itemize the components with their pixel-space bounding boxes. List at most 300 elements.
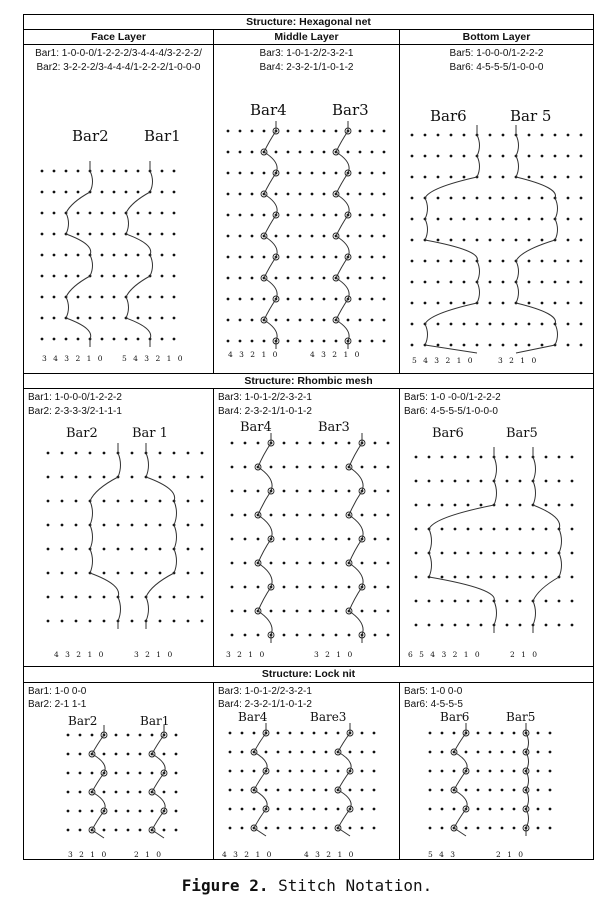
needle-point (231, 586, 234, 589)
needle-point (231, 514, 234, 517)
needle-point (541, 176, 544, 179)
needle-point (580, 239, 583, 242)
notation-cell (24, 389, 214, 667)
needle-point (67, 828, 70, 831)
needle-point (567, 344, 570, 347)
needle-point (429, 826, 432, 829)
needle-point (137, 170, 140, 173)
needle-point (506, 600, 509, 603)
needle-point (283, 442, 286, 445)
needle-point (287, 151, 290, 154)
needle-point (47, 620, 50, 623)
needle-point (454, 528, 457, 531)
needle-point (53, 317, 56, 320)
needle-point (348, 538, 351, 541)
needle-point (477, 788, 480, 791)
needle-point (115, 733, 118, 736)
needle-point (359, 256, 362, 259)
needle-point (489, 807, 492, 810)
needle-point (41, 170, 44, 173)
needle-point (463, 281, 466, 284)
needle-point (519, 504, 522, 507)
needle-point (335, 466, 338, 469)
needle-point (159, 548, 162, 551)
needle-point (489, 176, 492, 179)
needle-point (173, 233, 176, 236)
needle-point (161, 212, 164, 215)
needle-point (161, 254, 164, 257)
needle-point (467, 480, 470, 483)
notation-cell (24, 682, 214, 859)
needle-point (131, 596, 134, 599)
needle-point (299, 256, 302, 259)
needle-point (201, 596, 204, 599)
needle-point (67, 790, 70, 793)
needle-point (467, 504, 470, 507)
needle-point (265, 750, 268, 753)
needle-point (79, 733, 82, 736)
needle-point (335, 514, 338, 517)
needle-point (287, 277, 290, 280)
needle-point (424, 260, 427, 263)
notation-text (400, 683, 593, 712)
needle-point (335, 214, 338, 217)
needle-point (322, 610, 325, 613)
needle-point (309, 538, 312, 541)
needle-point (239, 130, 242, 133)
needle-point (53, 254, 56, 257)
section-title: Structure: Lock nit (24, 667, 594, 682)
bar-notation-line: Bar1: 1-0 0-0 (28, 685, 87, 697)
needle-point (296, 538, 299, 541)
needle-point (502, 155, 505, 158)
bar-notation-line: Bar2: 3-2-2-2/3-4-4-4/1-2-2-2/1-0-0-0 (36, 61, 201, 73)
needle-point (251, 277, 254, 280)
needle-point (322, 490, 325, 493)
needle-point (348, 490, 351, 493)
needle-point (79, 828, 82, 831)
needle-point (275, 277, 278, 280)
needle-point (371, 256, 374, 259)
needle-point (411, 260, 414, 263)
needle-point (387, 490, 390, 493)
needle-point (424, 302, 427, 305)
needle-point (450, 176, 453, 179)
needle-point (454, 552, 457, 555)
needle-point (159, 524, 162, 527)
needle-point (411, 344, 414, 347)
needle-point (229, 826, 232, 829)
needle-point (251, 172, 254, 175)
needle-point (411, 239, 414, 242)
needle-point (506, 504, 509, 507)
needle-point (227, 214, 230, 217)
needle-point (103, 596, 106, 599)
needle-point (489, 302, 492, 305)
needle-point (383, 130, 386, 133)
needle-point (383, 235, 386, 238)
needle-point (263, 130, 266, 133)
needle-point (450, 323, 453, 326)
needle-point (322, 634, 325, 637)
needle-point (101, 254, 104, 257)
needle-point (387, 586, 390, 589)
needle-point (296, 610, 299, 613)
needle-point (428, 480, 431, 483)
needle-point (545, 456, 548, 459)
needle-point (371, 340, 374, 343)
notation-text (400, 45, 593, 74)
needle-point (301, 750, 304, 753)
needle-point (489, 731, 492, 734)
needle-point (453, 769, 456, 772)
lapping-diagram (400, 91, 593, 369)
needle-point (549, 826, 552, 829)
needle-point (580, 344, 583, 347)
needle-point (506, 552, 509, 555)
needle-point (528, 260, 531, 263)
needle-point (91, 809, 94, 812)
needle-point (159, 620, 162, 623)
needle-numbers: 3 2 1 0 (134, 650, 175, 660)
needle-point (175, 828, 178, 831)
needle-point (371, 319, 374, 322)
notation-text (24, 45, 213, 74)
needle-numbers: 4 3 2 1 0 (310, 350, 362, 360)
needle-point (289, 750, 292, 753)
needle-point (65, 191, 68, 194)
needle-point (554, 155, 557, 158)
notation-cell (24, 45, 214, 374)
needle-point (41, 317, 44, 320)
needle-numbers: 6 5 4 3 2 1 0 (408, 650, 482, 660)
needle-point (257, 586, 260, 589)
layer-heading: Bottom Layer (400, 30, 594, 45)
needle-point (415, 504, 418, 507)
needle-point (41, 254, 44, 257)
needle-point (558, 600, 561, 603)
needle-point (383, 193, 386, 196)
needle-point (137, 191, 140, 194)
needle-point (454, 600, 457, 603)
needle-point (348, 586, 351, 589)
needle-point (263, 172, 266, 175)
needle-point (131, 476, 134, 479)
needle-point (467, 528, 470, 531)
needle-point (567, 218, 570, 221)
needle-point (373, 731, 376, 734)
needle-point (371, 130, 374, 133)
needle-point (506, 480, 509, 483)
needle-point (335, 490, 338, 493)
needle-point (239, 235, 242, 238)
needle-point (187, 596, 190, 599)
needle-point (567, 155, 570, 158)
needle-point (558, 504, 561, 507)
needle-point (117, 524, 120, 527)
needle-point (61, 620, 64, 623)
needle-point (173, 212, 176, 215)
needle-numbers: 5 4 3 2 1 0 (412, 356, 475, 366)
notation-text (24, 389, 213, 418)
needle-point (415, 600, 418, 603)
needle-point (476, 197, 479, 200)
needle-point (270, 562, 273, 565)
needle-point (101, 296, 104, 299)
needle-point (541, 302, 544, 305)
needle-point (506, 528, 509, 531)
bar-label: Bar 1 (132, 426, 168, 442)
needle-point (131, 452, 134, 455)
needle-point (502, 134, 505, 137)
bar-label: Bar6 (430, 107, 467, 126)
needle-point (513, 731, 516, 734)
needle-point (383, 151, 386, 154)
needle-point (545, 528, 548, 531)
needle-point (301, 788, 304, 791)
needle-point (187, 452, 190, 455)
lapping-diagram (24, 419, 213, 663)
needle-point (450, 155, 453, 158)
needle-point (359, 130, 362, 133)
needle-point (325, 750, 328, 753)
needle-point (253, 807, 256, 810)
needle-point (580, 197, 583, 200)
needle-point (441, 731, 444, 734)
needle-point (117, 500, 120, 503)
needle-point (361, 750, 364, 753)
needle-point (325, 826, 328, 829)
needle-point (532, 576, 535, 579)
needle-point (227, 298, 230, 301)
bar-label: Bar2 (72, 127, 109, 146)
needle-point (361, 807, 364, 810)
needle-point (296, 586, 299, 589)
needle-point (127, 790, 130, 793)
needle-point (227, 193, 230, 196)
needle-point (411, 176, 414, 179)
lapping-path (126, 161, 153, 347)
needle-point (489, 155, 492, 158)
needle-point (101, 170, 104, 173)
figure-caption-text: Stitch Notation. (278, 876, 433, 895)
lapping-path (146, 443, 177, 629)
needle-point (323, 319, 326, 322)
needle-point (549, 788, 552, 791)
needle-point (337, 769, 340, 772)
needle-point (361, 610, 364, 613)
needle-point (287, 130, 290, 133)
needle-point (299, 172, 302, 175)
needle-point (61, 524, 64, 527)
needle-point (103, 452, 106, 455)
needle-point (450, 302, 453, 305)
needle-point (299, 319, 302, 322)
needle-point (175, 809, 178, 812)
needle-point (241, 731, 244, 734)
needle-point (571, 504, 574, 507)
needle-point (251, 298, 254, 301)
needle-point (61, 596, 64, 599)
needle-point (545, 480, 548, 483)
needle-point (323, 172, 326, 175)
needle-point (513, 750, 516, 753)
needle-point (541, 197, 544, 200)
lapping-diagram (400, 419, 593, 663)
needle-point (244, 634, 247, 637)
needle-point (415, 552, 418, 555)
needle-point (480, 600, 483, 603)
needle-point (467, 624, 470, 627)
needle-point (75, 452, 78, 455)
needle-point (77, 191, 80, 194)
needle-point (311, 298, 314, 301)
needle-point (502, 218, 505, 221)
needle-point (387, 442, 390, 445)
needle-point (299, 298, 302, 301)
notation-cell (400, 389, 594, 667)
needle-point (501, 731, 504, 734)
needle-point (437, 197, 440, 200)
needle-point (441, 826, 444, 829)
needle-point (231, 442, 234, 445)
needle-point (480, 456, 483, 459)
needle-point (77, 233, 80, 236)
needle-point (441, 769, 444, 772)
needle-point (387, 514, 390, 517)
needle-point (244, 466, 247, 469)
needle-point (61, 476, 64, 479)
needle-point (361, 514, 364, 517)
needle-point (415, 480, 418, 483)
needle-point (415, 456, 418, 459)
bar-notation-line: Bar4: 2-3-2-1/1-0-1-2 (259, 61, 354, 73)
needle-point (450, 260, 453, 263)
needle-point (275, 235, 278, 238)
needle-point (299, 193, 302, 196)
needle-point (415, 576, 418, 579)
needle-point (309, 586, 312, 589)
needle-point (161, 296, 164, 299)
needle-point (519, 456, 522, 459)
needle-point (361, 788, 364, 791)
needle-point (450, 197, 453, 200)
needle-point (113, 212, 116, 215)
needle-point (374, 538, 377, 541)
needle-point (371, 151, 374, 154)
lapping-diagram (214, 711, 399, 859)
needle-point (77, 275, 80, 278)
needle-point (161, 338, 164, 341)
needle-point (567, 302, 570, 305)
needle-point (549, 750, 552, 753)
needle-point (263, 298, 266, 301)
needle-point (513, 826, 516, 829)
needle-point (244, 562, 247, 565)
needle-point (103, 476, 106, 479)
needle-point (453, 731, 456, 734)
needle-point (335, 256, 338, 259)
needle-point (554, 302, 557, 305)
needle-point (489, 239, 492, 242)
needle-point (239, 214, 242, 217)
needle-point (580, 155, 583, 158)
notation-cell (214, 45, 400, 374)
needle-point (173, 317, 176, 320)
needle-numbers: 4 3 2 1 0 (304, 849, 356, 859)
needle-point (441, 624, 444, 627)
notation-text (214, 389, 399, 418)
needle-point (244, 442, 247, 445)
bar-label: Bar6 (440, 710, 470, 724)
figure-caption (0, 876, 614, 895)
needle-point (277, 769, 280, 772)
needle-point (371, 172, 374, 175)
needle-point (151, 771, 154, 774)
needle-point (467, 576, 470, 579)
needle-point (47, 524, 50, 527)
needle-point (75, 548, 78, 551)
needle-point (554, 281, 557, 284)
needle-point (441, 576, 444, 579)
needle-point (515, 323, 518, 326)
needle-point (257, 538, 260, 541)
needle-point (173, 620, 176, 623)
needle-point (115, 828, 118, 831)
needle-point (476, 239, 479, 242)
needle-point (361, 826, 364, 829)
bar-label: Bar2 (68, 713, 98, 728)
needle-point (41, 191, 44, 194)
needle-point (371, 277, 374, 280)
needle-point (311, 151, 314, 154)
needle-point (411, 281, 414, 284)
needle-point (374, 610, 377, 613)
needle-point (371, 235, 374, 238)
needle-numbers: 3 2 1 0 (314, 650, 355, 660)
needle-point (103, 752, 106, 755)
needle-point (113, 170, 116, 173)
needle-point (299, 340, 302, 343)
needle-point (89, 620, 92, 623)
needle-point (501, 750, 504, 753)
needle-point (115, 752, 118, 755)
needle-point (47, 572, 50, 575)
needle-point (241, 826, 244, 829)
needle-point (323, 340, 326, 343)
needle-point (283, 538, 286, 541)
needle-point (311, 172, 314, 175)
needle-point (299, 130, 302, 133)
needle-point (528, 323, 531, 326)
needle-point (149, 233, 152, 236)
lapping-path (429, 447, 497, 633)
needle-point (244, 586, 247, 589)
needle-point (506, 624, 509, 627)
needle-point (65, 275, 68, 278)
needle-point (571, 480, 574, 483)
needle-point (359, 340, 362, 343)
needle-point (53, 170, 56, 173)
needle-point (541, 260, 544, 263)
figure-label: Figure 2. (181, 876, 269, 895)
needle-point (75, 596, 78, 599)
bar-label: Bar4 (240, 420, 272, 436)
needle-point (131, 524, 134, 527)
needle-point (103, 620, 106, 623)
needle-point (287, 340, 290, 343)
needle-point (289, 769, 292, 772)
